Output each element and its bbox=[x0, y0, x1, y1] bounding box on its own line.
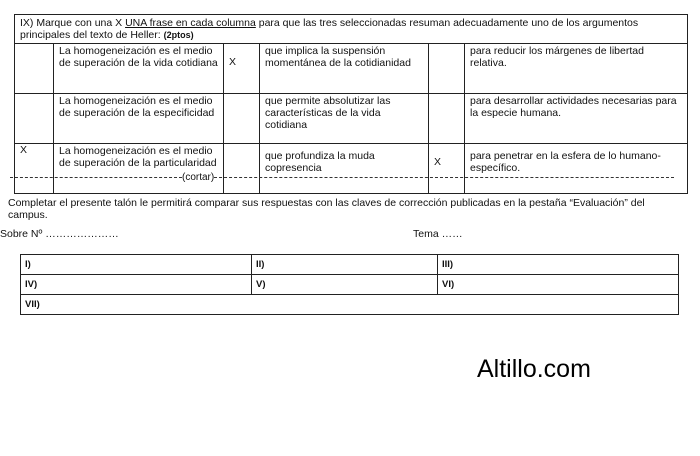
question-statement bbox=[15, 15, 688, 44]
answer-cell[interactable]: I) bbox=[21, 255, 252, 275]
question-header-row bbox=[15, 15, 688, 44]
mark-cell[interactable] bbox=[224, 94, 260, 144]
option-text: para reducir los márgenes de libertad relativa. bbox=[465, 44, 688, 94]
site-watermark: Altillo.com bbox=[477, 355, 591, 383]
mark-cell[interactable]: X bbox=[429, 144, 465, 194]
option-text: para penetrar en la esfera de lo humano-específico. bbox=[465, 144, 688, 194]
option-text: La homogeneización es el medio de superación de la vida cotidiana bbox=[54, 44, 224, 94]
cut-dashes-right bbox=[214, 177, 674, 178]
answer-row bbox=[21, 255, 679, 275]
question-points: (2ptos) bbox=[163, 30, 194, 40]
question-prefix: IX) Marque con una X bbox=[20, 17, 126, 29]
option-row bbox=[15, 44, 688, 94]
option-text: La homogeneización es el medio de superación de la especificidad bbox=[54, 94, 224, 144]
sobre-field[interactable]: Sobre Nº ………………… bbox=[0, 228, 119, 240]
cut-line bbox=[10, 172, 685, 183]
option-text: La homogeneización es el medio de superación de la particularidad bbox=[54, 144, 224, 194]
question-table bbox=[14, 14, 688, 194]
answer-cell[interactable]: V) bbox=[252, 275, 438, 295]
mark-cell[interactable]: X bbox=[224, 44, 260, 94]
option-text: que implica la suspensión momentánea de la cotidianidad bbox=[260, 44, 429, 94]
question-rest: para que las tres seleccionadas resuman adecuadamente uno de los argumentos principales del texto de Heller: bbox=[20, 17, 639, 41]
answer-cell[interactable]: II) bbox=[252, 255, 438, 275]
mark-cell[interactable] bbox=[15, 94, 54, 144]
cut-dashes-left bbox=[10, 177, 182, 178]
option-text: que permite absolutizar las características de la vida cotidiana bbox=[260, 94, 429, 144]
mark-cell[interactable] bbox=[224, 144, 260, 194]
mark-cell[interactable] bbox=[15, 44, 54, 94]
answer-row bbox=[21, 295, 679, 315]
tema-field[interactable]: Tema …… bbox=[413, 228, 463, 240]
option-row bbox=[15, 144, 688, 194]
answer-cell[interactable]: IV) bbox=[21, 275, 252, 295]
answer-cell[interactable]: VI) bbox=[438, 275, 679, 295]
answer-cell[interactable]: VII) bbox=[21, 295, 679, 315]
instructions: Completar el presente talón le permitirá comparar sus respuestas con las claves de corrección publicadas en la pestaña “Evaluación” del campus. bbox=[8, 197, 645, 221]
answer-cell[interactable]: III) bbox=[438, 255, 679, 275]
cut-label: (cortar) bbox=[182, 172, 215, 183]
option-text: para desarrollar actividades necesarias para la especie humana. bbox=[465, 94, 688, 144]
mark-cell[interactable] bbox=[429, 94, 465, 144]
option-text: que profundiza la muda copresencia bbox=[260, 144, 429, 194]
mark-cell[interactable]: X bbox=[15, 144, 54, 194]
question-underlined: UNA frase en cada columna bbox=[125, 17, 256, 29]
answer-row bbox=[21, 275, 679, 295]
answer-table bbox=[20, 254, 679, 315]
mark-cell[interactable] bbox=[429, 44, 465, 94]
option-row bbox=[15, 94, 688, 144]
